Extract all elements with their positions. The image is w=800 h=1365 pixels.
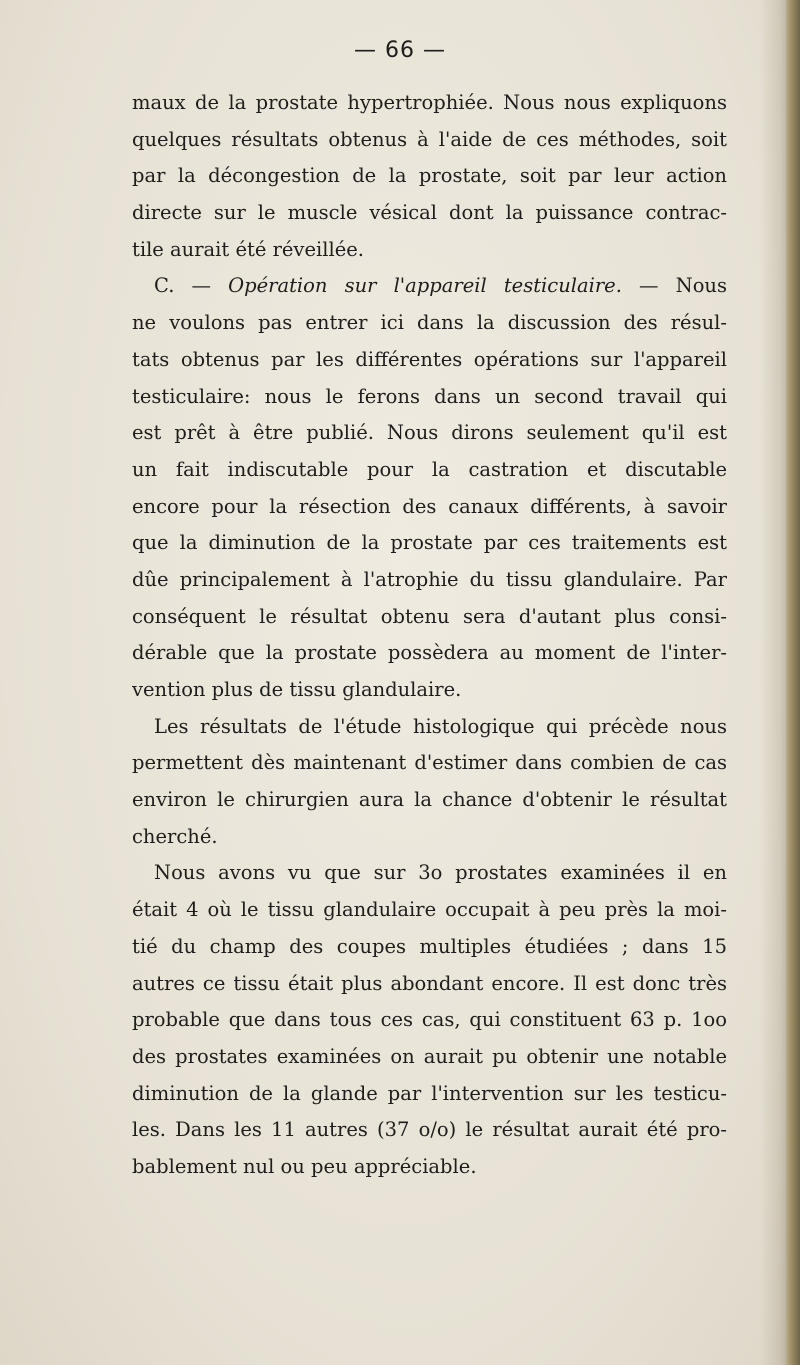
text-line: testiculaire: nous le ferons dans un second travail qui — [132, 384, 727, 408]
text-line: probable que dans tous ces cas, qui constituent 63 p. 1oo — [132, 1008, 727, 1032]
section-title: Opération sur l'appareil testiculaire. — [228, 274, 622, 298]
text-line: environ le chirurgien aura la chance d'obtenir le résultat — [132, 788, 727, 812]
text-line: Nous avons vu que sur 3o prostates examinées il en — [154, 861, 727, 885]
page-number: — 66 — — [354, 38, 446, 63]
text-line: diminution de la glande par l'intervention sur les testicu- — [132, 1081, 727, 1105]
text-line: autres ce tissu était plus abondant encore. Il est donc très — [132, 971, 727, 995]
body-text — [132, 85, 727, 1186]
text-line: directe sur le muscle vésical dont la puissance contrac- — [132, 201, 727, 225]
text-line: encore pour la résection des canaux différents, à savoir — [132, 494, 727, 518]
text-line: par la décongestion de la prostate, soit par leur action — [132, 164, 727, 188]
text-line: conséquent le résultat obtenu sera d'autant plus consi- — [132, 604, 727, 628]
text-line: Les résultats de l'étude histologique qui précède nous — [154, 714, 727, 738]
text-line: dérable que la prostate possèdera au moment de l'inter- — [132, 641, 727, 665]
text-line: tats obtenus par les différentes opérations sur l'appareil — [132, 347, 727, 371]
text-line: les. Dans les 11 autres (37 o/o) le résultat aurait été pro- — [132, 1118, 727, 1142]
text-line: un fait indiscutable pour la castration et discutable — [132, 457, 727, 481]
text-line: était 4 où le tissu glandulaire occupait à peu près la moi- — [132, 898, 727, 922]
text-line: que la diminution de la prostate par ces traitements est — [132, 531, 727, 555]
page-binding-edge — [786, 0, 800, 1365]
section-letter: C. — — [154, 274, 229, 298]
section-heading-continuation: — Nous — [621, 274, 727, 298]
text-line: permettent dès maintenant d'estimer dans combien de cas — [132, 751, 727, 775]
text-line: dûe principalement à l'atrophie du tissu glandulaire. Par — [132, 567, 727, 591]
text-line: cherché. — [132, 824, 218, 848]
text-line: maux de la prostate hypertrophiée. Nous nous expliquons — [132, 91, 727, 114]
text-line: tié du champ des coupes multiples étudiées ; dans 15 — [132, 934, 727, 958]
text-line: des prostates examinées on aurait pu obtenir une notable — [132, 1044, 727, 1068]
text-line: quelques résultats obtenus à l'aide de ces méthodes, soit — [132, 127, 727, 151]
text-line: vention plus de tissu glandulaire. — [132, 678, 462, 701]
text-line: est prêt à être publié. Nous dirons seulement qu'il est — [132, 421, 727, 445]
text-line: bablement nul ou peu appréciable. — [132, 1154, 477, 1178]
text-line: ne voulons pas entrer ici dans la discussion des résul- — [132, 311, 727, 335]
text-line: tile aurait été réveillée. — [132, 237, 364, 261]
section-heading-line — [132, 268, 727, 305]
